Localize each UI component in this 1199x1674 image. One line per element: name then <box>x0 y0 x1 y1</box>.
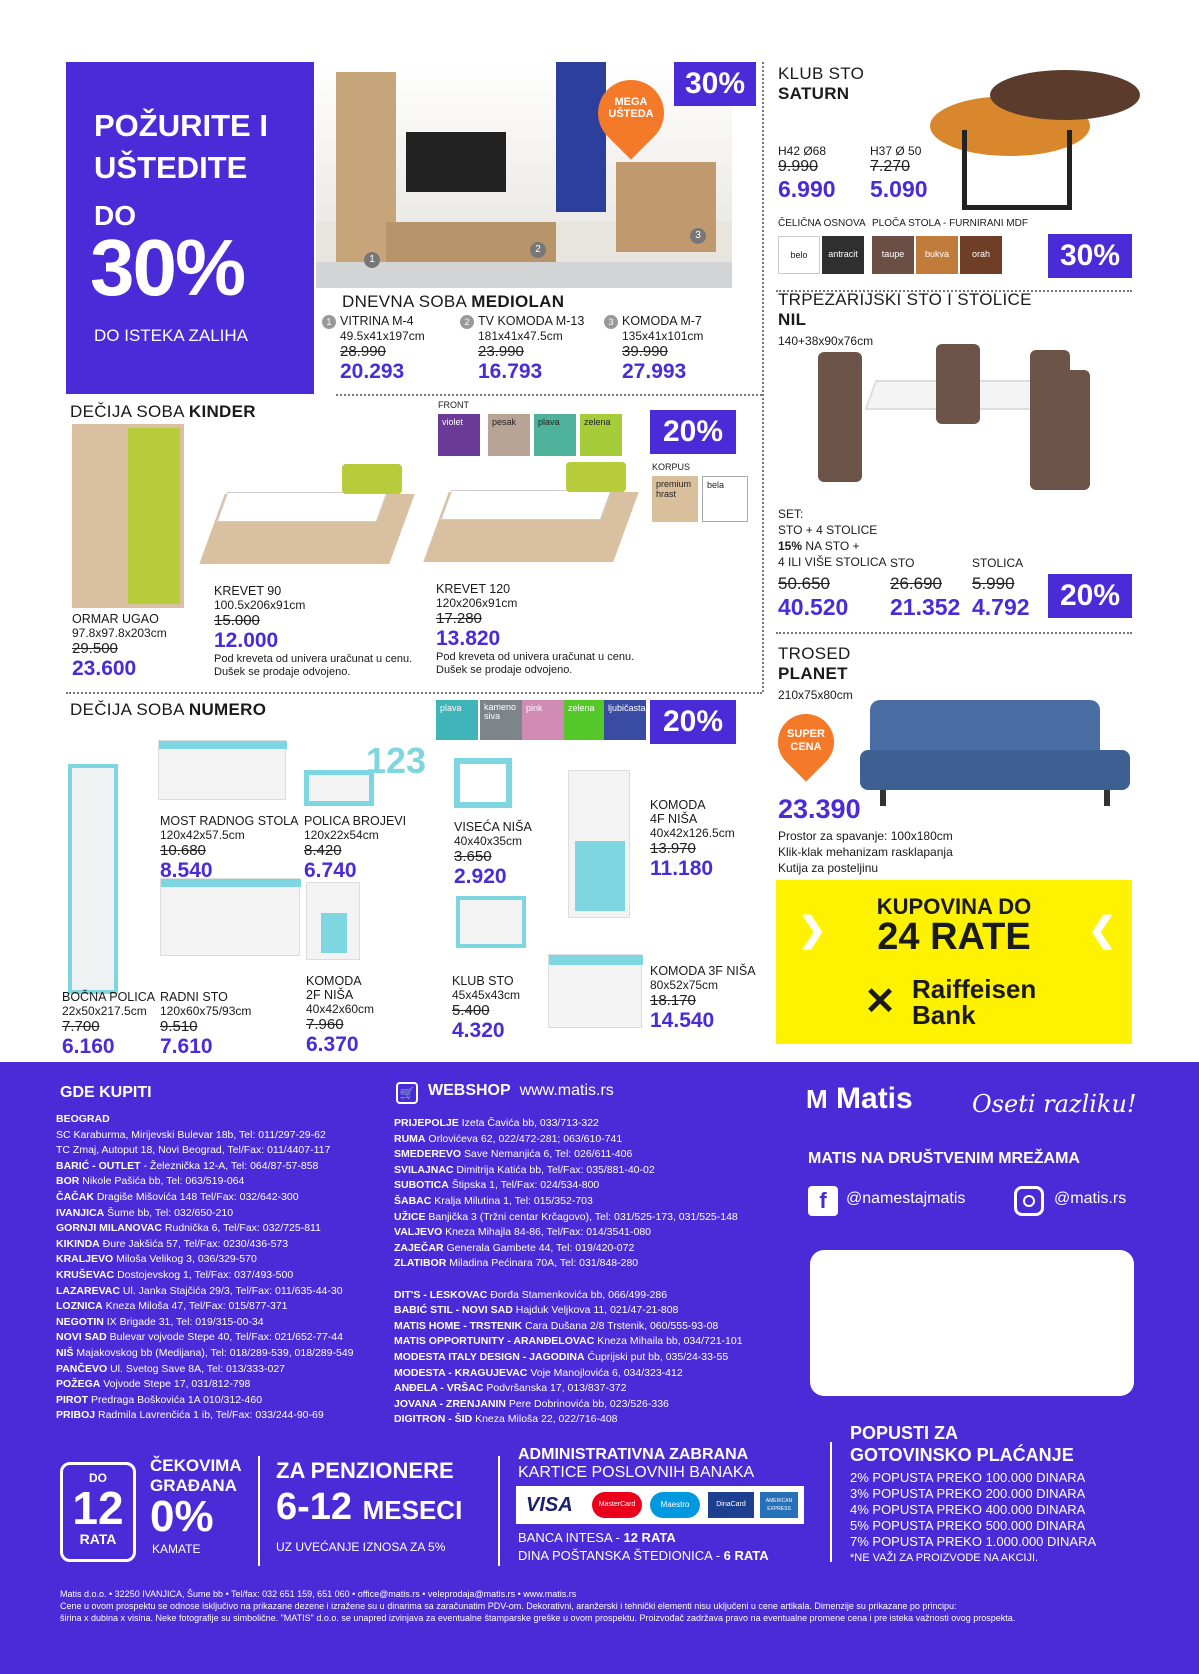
instagram-handle[interactable]: @matis.rs <box>1054 1190 1127 1207</box>
penzionere-note: UZ UVEĆANJE IZNOSA ZA 5% <box>276 1540 446 1554</box>
mediolan-title: DNEVNA SOBA MEDIOLAN <box>342 292 565 311</box>
store-row: KIKINDA Đure Jakšića 57, Tel/Fax: 0230/436-573 <box>56 1237 289 1250</box>
numero-title: DEČIJA SOBA NUMERO <box>70 700 267 719</box>
store-row: SC Karaburma, Mirijevski Bulevar 18b, Tel: 011/297-29-62 <box>56 1128 326 1141</box>
nil-title: TRPEZARIJSKI STO I STOLICE NIL <box>778 290 1032 329</box>
swatch-bukva: bukva <box>916 236 958 274</box>
front-plava: plava <box>534 414 576 456</box>
store-row: ANĐELA - VRŠAC Podvršanska 17, 013/837-372 <box>394 1382 627 1395</box>
store-row: BEOGRAD <box>56 1113 110 1125</box>
hero-percent: 30% <box>90 223 245 312</box>
bocna-polica: BOČNA POLICA 22x50x217.5cm 7.700 6.160 <box>62 990 156 1058</box>
store-row: BOR Nikole Pašića bb, Tel: 063/519-064 <box>56 1175 245 1188</box>
twelve-rata-box: DO 12 RATA <box>60 1462 136 1562</box>
store-row: PRIJEPOLJE Izeta Čavića bb, 033/713-322 <box>394 1117 599 1129</box>
store-row: ČAČAK Dragiše Mišovića 148 Tel/Fax: 032/642-300 <box>56 1190 299 1203</box>
legal-text: Matis d.o.o. • 32250 IVANJICA, Šume bb • Tel/fax: 032 651 159, 651 060 • office@matis.rs • veleprodaja@matis.rs • www.matis.rs Cene u ovom prospektu se odnose isključivo na prikazane dezene i izražene su u dinarima sa zaračunatim PDV-om. Dekorativni, aranžerski i tehnički elementi nisu uključeni u cene artikala. Dimenzije su prikazane po principu: širina x dubina x visina. Neke fotografije su simbolične. "MATIS" d.o.o. se unapred izvinjava za eventualne štamparske greške u ovom prospektu. Proizvođač zadržava pravo na eventualne promene cena i pre isteka važnosti ovog prospekta. <box>60 1589 1016 1623</box>
mediolan-item-3: 3 KOMODA M-7 135x41x101cm 39.990 27.993 <box>604 314 744 384</box>
store-row: PRIBOJ Radmila Lavrenčića 1 ib, Tel/Fax: 033/244-90-69 <box>56 1409 324 1422</box>
nil-sto-old: 26.690 <box>890 574 942 593</box>
saturn-badge: 30% <box>1048 234 1132 278</box>
most-image <box>158 740 286 800</box>
dinacard-icon: DinaCard <box>708 1492 754 1518</box>
klub-sto-image <box>456 896 526 948</box>
store-row <box>394 1272 784 1288</box>
divider-vertical <box>762 62 764 692</box>
cards-strip <box>516 1486 804 1524</box>
saturn-label-base: ČELIČNA OSNOVA <box>778 218 866 229</box>
mediolan-item-1: 1 VITRINA M-4 49.5x41x197cm 28.990 20.293 <box>322 314 458 384</box>
numero-swatch-zelena: zelena <box>564 700 606 740</box>
klub-sto-numero: KLUB STO 45x45x43cm 5.400 4.320 <box>452 974 521 1042</box>
store-row: NIŠ Majakovskog bb (Medijana), Tel: 018/289-539, 018/289-549 <box>56 1346 354 1359</box>
hero-line2: UŠTEDITE <box>94 150 248 185</box>
mastercard-icon: MasterCard <box>592 1492 642 1518</box>
kartice: KARTICE POSLOVNIH BANAKA <box>518 1464 755 1481</box>
swatch-orah: orah <box>960 236 1002 274</box>
ormar-ugao-image <box>72 424 184 608</box>
numero-swatch-pink: pink <box>522 700 564 740</box>
hero-do: DO <box>94 200 136 231</box>
matis-m-icon: M <box>806 1084 828 1114</box>
saturn-item-2: H37 Ø 50 7.270 5.090 <box>870 144 928 202</box>
swatch-antracit: antracit <box>822 236 864 274</box>
radni-sto: RADNI STO 120x60x75/93cm 9.510 7.610 <box>160 990 252 1058</box>
komoda2f-image <box>306 882 360 960</box>
numero-swatch-plava: plava <box>436 700 478 740</box>
nil-stolica-new: 4.792 <box>972 594 1030 620</box>
kinder-badge: 20% <box>650 410 736 454</box>
chevron-left-icon: ❯ <box>798 911 827 949</box>
store-row: JOVANA - ZRENJANIN Pere Dobrinovića bb, 023/526-336 <box>394 1397 669 1410</box>
krevet90-image <box>212 464 412 564</box>
kinder-title: DEČIJA SOBA KINDER <box>70 402 256 421</box>
store-row: SMEDEREVO Save Nemanjića 6, Tel: 026/611-406 <box>394 1148 633 1161</box>
komoda-2f-nisa: KOMODA 2F NIŠA 40x42x60cm 7.960 6.370 <box>306 974 375 1056</box>
hero-banner <box>66 62 314 394</box>
planet-details: Prostor za spavanje: 100x180cm Klik-klak mehanizam rasklapanja Kutija za posteljinu <box>778 829 953 875</box>
store-row: MATIS OPPORTUNITY - ARANĐELOVAC Kneza Mihaila bb, 034/721-101 <box>394 1335 743 1348</box>
numero-swatch-ljubicasta: ljubičasta <box>604 700 646 740</box>
polica-brojevi: POLICA BROJEVI 120x22x54cm 8.420 6.740 <box>304 814 407 882</box>
admin-zabrana: ADMINISTRATIVNA ZABRANA <box>518 1446 749 1463</box>
front-pesak: pesak <box>488 414 530 456</box>
store-row: POŽEGA Vojvode Stepe 17, 031/812-798 <box>56 1378 251 1391</box>
krevet90: KREVET 90 100.5x206x91cm 15.000 12.000 Pod kreveta od univera uračunat u cenu. Dušek se prodaje odvojeno. <box>214 584 413 678</box>
mediolan-photo: 1 2 3 <box>316 62 732 288</box>
raiffeisen-brand: Raiffeisen Bank <box>912 974 1037 1030</box>
store-row: BABIĆ STIL - NOVI SAD Hajduk Veljkova 11, 021/47-21-808 <box>394 1304 679 1317</box>
saturn-legs <box>962 130 1072 210</box>
front-zelena: zelena <box>580 414 622 456</box>
store-row: ZLATIBOR Miladina Pećinara 70A, Tel: 031/848-280 <box>394 1257 639 1270</box>
store-row: VALJEVO Kneza Mihajla 84-86, Tel/Fax: 014/3541-080 <box>394 1226 652 1239</box>
divider-h1 <box>336 394 762 396</box>
divider-footer-2 <box>498 1456 500 1566</box>
radni-sto-image <box>160 878 300 956</box>
cart-icon: 🛒 <box>396 1082 418 1104</box>
popusti-title: POPUSTI ZA GOTOVINSKO PLAĆANJE <box>850 1423 1074 1465</box>
store-row: RUMA Orlovićeva 62, 022/472-281; 063/610-741 <box>394 1132 623 1145</box>
store-row: KRUŠEVAC Dostojevskog 1, Tel/Fax: 037/493-500 <box>56 1268 294 1281</box>
komoda4f-image <box>568 770 630 918</box>
facebook-icon[interactable]: f <box>808 1186 838 1216</box>
hero-until: DO ISTEKA ZALIHA <box>94 326 248 345</box>
footer <box>0 1062 1199 1674</box>
nil-set-info: SET: STO + 4 STOLICE 15% NA STO + 4 ILI VIŠE STOLICA <box>778 507 887 569</box>
store-row: LOZNICA Kneza Miloša 47, Tel/Fax: 015/877-371 <box>56 1300 288 1313</box>
bocna-polica-image <box>68 764 118 994</box>
super-cena-label: SUPER CENA <box>787 728 825 753</box>
matis-slogan: Oseti razliku! <box>972 1090 1137 1118</box>
divider-h4 <box>776 632 1132 634</box>
nil-stolica-label: STOLICA <box>972 556 1024 570</box>
amex-icon: AMERICAN EXPRESS <box>760 1492 798 1518</box>
store-row: ŠABAC Kralja Milutina 1, Tel: 015/352-703 <box>394 1194 593 1207</box>
saturn-table-large <box>990 70 1140 120</box>
store-row: PANČEVO Ul. Svetog Save 8A, Tel: 013/333-027 <box>56 1362 285 1375</box>
instagram-icon[interactable] <box>1014 1186 1044 1216</box>
store-row: PIROT Predraga Boškovića 1A 010/312-460 <box>56 1393 263 1406</box>
penzionere-months: 6-12 MESECI <box>276 1486 463 1528</box>
nil-dim: 140+38x90x76cm <box>778 334 874 348</box>
swatch-belo: belo <box>778 236 820 274</box>
facebook-handle[interactable]: @namestajmatis <box>846 1190 966 1207</box>
nil-stolica-old: 5.990 <box>972 574 1015 593</box>
planet-dim: 210x75x80cm <box>778 688 853 702</box>
mediolan-badge: 30% <box>674 62 756 106</box>
social-title: MATIS NA DRUŠTVENIM MREŽAMA <box>808 1150 1080 1167</box>
front-violet: violet <box>438 414 480 456</box>
swatch-taupe: taupe <box>872 236 914 274</box>
kinder-front-label: FRONT <box>438 400 469 410</box>
raiffeisen-logo-icon: ✕ <box>864 981 896 1023</box>
divider-footer-1 <box>258 1456 260 1566</box>
komoda-3f-nisa: KOMODA 3F NIŠA 80x52x75cm 18.170 14.540 <box>650 964 756 1032</box>
planet-price: 23.390 <box>778 794 861 824</box>
numero-badge: 20% <box>650 700 736 744</box>
nil-chair-1 <box>818 352 862 482</box>
ormar-ugao: ORMAR UGAO 97.8x97.8x203cm 29.500 23.600 <box>72 612 167 680</box>
store-row: GORNJI MILANOVAC Rudnička 6, Tel/Fax: 032/725-811 <box>56 1222 321 1235</box>
store-row: MODESTA - KRAGUJEVAC Voje Manojlovića 6, 034/323-412 <box>394 1366 683 1379</box>
store-row: ZAJEČAR Generala Gambete 44, Tel: 019/420-072 <box>394 1241 635 1254</box>
mega-usteda-label: MEGA UŠTEDA <box>608 96 654 120</box>
polica-brojevi-image <box>304 770 374 806</box>
nil-sto-label: STO <box>890 556 915 570</box>
nil-badge: 20% <box>1048 574 1132 618</box>
chevron-right-icon: ❮ <box>1088 911 1117 949</box>
hero-line1: POŽURITE I <box>94 108 268 143</box>
maestro-icon: Maestro <box>650 1492 700 1518</box>
store-row: TC Zmaj, Autoput 18, Novi Beograd, Tel/Fax: 011/4407-117 <box>56 1144 331 1157</box>
matis-logo: M Matis <box>806 1082 913 1115</box>
komoda3f-image <box>548 954 642 1028</box>
store-row: UŽICE Banjička 3 (Tržni centar Krčagovo), Tel: 031/525-173, 031/525-148 <box>394 1210 738 1223</box>
nil-set-new: 40.520 <box>778 594 849 620</box>
stores-left <box>56 1112 396 1424</box>
penzionere-title: ZA PENZIONERE <box>276 1458 454 1483</box>
nil-chair-4 <box>1030 370 1090 490</box>
saturn-label-top: PLOČA STOLA - FURNIRANI MDF <box>872 218 1028 229</box>
nil-set-old: 50.650 <box>778 574 830 593</box>
store-row: IVANJICA Šume bb, Tel: 032/650-210 <box>56 1206 234 1219</box>
popusti-list: 2% POPUSTA PREKO 100.000 DINARA 3% POPUSTA PREKO 200.000 DINARA 4% POPUSTA PREKO 400.000 DINARA 5% POPUSTA PREKO 500.000 DINARA 7% POPUSTA PREKO 1.000.000 DINARA *NE VAŽI ZA PROIZVODE NA AKCIJI. <box>850 1470 1097 1564</box>
store-row: MATIS HOME - TRSTENIK Cara Dušana 2/8 Trstenik, 060/555-93-08 <box>394 1319 719 1332</box>
store-row: SUBOTICA Štipska 1, Tel/Fax: 024/534-800 <box>394 1179 600 1192</box>
nil-chair-2 <box>936 344 980 424</box>
store-row: DIT'S - LESKOVAC Đorđa Stamenkovića bb, 066/499-286 <box>394 1288 668 1301</box>
krevet120: KREVET 120 120x206x91cm 17.280 13.820 Pod kreveta od univera uračunat u cenu. Dušek se prodaje odvojeno. <box>436 582 635 676</box>
komoda-4f-nisa: KOMODA 4F NIŠA 40x42x126.5cm 13.970 11.180 <box>650 798 735 880</box>
store-row: LAZAREVAC Ul. Janka Stajčića 29/3, Tel/Fax: 011/635-44-30 <box>56 1284 343 1297</box>
nil-sto-new: 21.352 <box>890 594 961 620</box>
stores-right <box>394 1116 784 1428</box>
mediolan-item-2: 2 TV KOMODA M-13 181x41x47.5cm 23.990 16.793 <box>460 314 600 384</box>
store-row: DIGITRON - ŠID Kneza Miloša 22, 022/716-408 <box>394 1413 618 1426</box>
raiffeisen-banner <box>776 880 1132 1044</box>
planet-sofa-image <box>860 690 1130 810</box>
korpus-bela: bela <box>702 476 748 522</box>
viseca-nisa: VISEĆA NIŠA 40x40x35cm 3.650 2.920 <box>454 820 532 888</box>
visa-icon: VISA <box>526 1494 573 1516</box>
divider-footer-3 <box>830 1442 832 1562</box>
store-row: MODESTA ITALY DESIGN - JAGODINA Ćuprijski put bb, 035/24-33-55 <box>394 1350 729 1363</box>
cekovima: ČEKOVIMA GRAĐANA <box>150 1456 242 1495</box>
dina-postanska: DINA POŠTANSKA ŠTEDIONICA - 6 RATA <box>518 1548 769 1563</box>
planet-title: TROSED PLANET <box>778 644 851 683</box>
store-row: SVILAJNAC Dimitrija Katića bb, Tel/Fax: 035/881-40-02 <box>394 1163 655 1176</box>
store-row: KRALJEVO Miloša Velikog 3, 036/329-570 <box>56 1253 257 1266</box>
webshop-label: WEBSHOP www.matis.rs <box>428 1082 614 1099</box>
zero-percent: 0% <box>150 1492 214 1541</box>
store-row: BARIĆ - OUTLET - Železnička 12-A, Tel: 064/87-57-858 <box>56 1159 319 1172</box>
raiffeisen-line1: KUPOVINA DO <box>876 894 1032 919</box>
saturn-title: KLUB STO SATURN <box>778 64 865 103</box>
numbers-123-icon: 123 <box>366 740 427 781</box>
stamp-box <box>810 1250 1134 1396</box>
krevet120-image <box>436 462 636 562</box>
numero-swatch-siva: kameno siva <box>480 700 522 740</box>
viseca-nisa-image <box>454 758 512 808</box>
kamate: KAMATE <box>152 1542 201 1556</box>
raiffeisen-line2: 24 RATE <box>877 916 1031 958</box>
kinder-korpus-label: KORPUS <box>652 462 691 472</box>
korpus-hrast: premium hrast <box>652 476 698 522</box>
gde-kupiti-title: GDE KUPITI <box>60 1084 152 1101</box>
store-row: NEGOTIN IX Brigade 31, Tel: 019/315-00-34 <box>56 1315 264 1328</box>
banca-intesa: BANCA INTESA - 12 RATA <box>518 1530 676 1545</box>
saturn-item-1: H42 Ø68 9.990 6.990 <box>778 144 836 202</box>
most-radnog-stola: MOST RADNOG STOLA 120x42x57.5cm 10.680 8.540 <box>160 814 299 882</box>
store-row: NOVI SAD Bulevar vojvode Stepe 40, Tel/Fax: 021/652-77-44 <box>56 1331 343 1344</box>
divider-h2 <box>66 692 762 694</box>
